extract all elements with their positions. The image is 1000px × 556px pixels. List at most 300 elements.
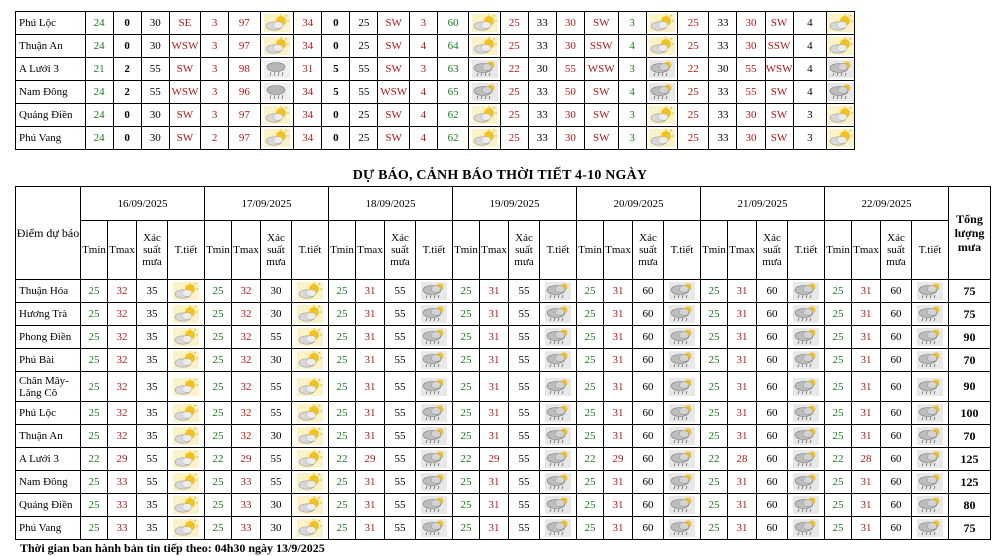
upper-cell: 62 [437, 127, 468, 150]
tmax-cell: 33 [232, 517, 261, 540]
rain-chance-cell: 55 [385, 349, 416, 372]
rain-chance-cell: 55 [509, 448, 540, 471]
upper-cell: 24 [85, 81, 113, 104]
tmax-cell: 31 [604, 517, 633, 540]
cloud-rain-icon [912, 471, 949, 494]
upper-cell: SW [378, 12, 409, 35]
rain-chance-cell: 55 [385, 326, 416, 349]
tmax-cell: 31 [604, 372, 633, 402]
upper-cell: 63 [437, 58, 468, 81]
sun-cloud-icon [168, 494, 205, 517]
upper-cell: 4 [793, 12, 827, 35]
tmax-cell: 31 [480, 517, 509, 540]
upper-cell: 60 [437, 12, 468, 35]
upper-table-row [16, 127, 887, 150]
tmax-cell: 31 [728, 494, 757, 517]
tmax-cell: 33 [232, 471, 261, 494]
header-tmax: Tmax [232, 221, 261, 280]
weather-icon [827, 81, 855, 104]
total-rain-cell: 70 [949, 425, 991, 448]
rain-chance-cell: 60 [757, 326, 788, 349]
weather-icon [827, 58, 855, 81]
upper-cell: 4 [793, 81, 827, 104]
upper-table-row [16, 35, 887, 58]
tmax-cell: 31 [728, 471, 757, 494]
rain-chance-cell: 60 [881, 349, 912, 372]
upper-cell: 25 [500, 12, 528, 35]
cloud-rain-icon [788, 425, 825, 448]
tmax-cell: 31 [728, 425, 757, 448]
upper-cell: SSW [584, 35, 618, 58]
tmax-cell: 31 [604, 494, 633, 517]
rain-chance-cell: 60 [757, 494, 788, 517]
sun-cloud-icon [292, 303, 329, 326]
tmax-cell: 31 [728, 372, 757, 402]
upper-cell: SW [584, 127, 618, 150]
upper-cell: 0 [322, 35, 350, 58]
cloud-rain-icon [788, 494, 825, 517]
cloud-rain-icon [664, 372, 701, 402]
header-wx: T.tiết [912, 221, 949, 280]
tmin-cell: 25 [577, 494, 604, 517]
upper-cell: 55 [556, 58, 584, 81]
upper-cell: SW [765, 127, 793, 150]
forecast-table-upper [15, 11, 887, 150]
rain-chance-cell: 60 [757, 448, 788, 471]
tmax-cell: 31 [480, 303, 509, 326]
upper-cell: 97 [229, 35, 260, 58]
header-tmax: Tmax [604, 221, 633, 280]
rain-chance-cell: 55 [509, 425, 540, 448]
upper-cell: SW [765, 12, 793, 35]
header-tmin: Tmin [329, 221, 356, 280]
tmax-cell: 31 [728, 303, 757, 326]
upper-cell: 4 [409, 127, 437, 150]
total-rain-cell: 125 [949, 448, 991, 471]
tmax-cell: 32 [108, 402, 137, 425]
upper-cell: 3 [618, 104, 646, 127]
tmax-cell: 31 [356, 303, 385, 326]
tmax-cell: 31 [356, 402, 385, 425]
rain-chance-cell: 30 [261, 425, 292, 448]
tmax-cell: 31 [604, 303, 633, 326]
weather-icon [260, 58, 294, 81]
header-date: 20/09/2025 [577, 187, 701, 221]
tmax-cell: 32 [108, 372, 137, 402]
rain-chance-cell: 55 [261, 402, 292, 425]
tmin-cell: 25 [825, 372, 852, 402]
upper-cell: SW [765, 81, 793, 104]
tmax-cell: 31 [604, 280, 633, 303]
tmax-cell: 33 [232, 494, 261, 517]
upper-cell: 24 [85, 127, 113, 150]
sun-cloud-icon [292, 280, 329, 303]
forecast-row [16, 494, 991, 517]
tmin-cell: 25 [453, 494, 480, 517]
cloud-rain-icon [788, 402, 825, 425]
cloud-rain-icon [540, 517, 577, 540]
upper-cell: 30 [556, 35, 584, 58]
tmin-cell: 25 [205, 517, 232, 540]
tmin-cell: 25 [329, 326, 356, 349]
upper-cell: WSW [169, 35, 200, 58]
cloud-rain-icon [664, 349, 701, 372]
total-rain-cell: 125 [949, 471, 991, 494]
cloud-rain-icon [788, 326, 825, 349]
tmax-cell: 32 [108, 425, 137, 448]
tmax-cell: 32 [232, 425, 261, 448]
station-name: Thuận An [16, 425, 81, 448]
tmin-cell: 25 [81, 494, 108, 517]
rain-chance-cell: 60 [757, 280, 788, 303]
cloud-rain-icon [912, 494, 949, 517]
station-name: Hương Trà [16, 303, 81, 326]
upper-cell: 2 [201, 127, 229, 150]
upper-cell: 30 [737, 12, 765, 35]
rain-chance-cell: 60 [881, 517, 912, 540]
cloud-rain-icon [912, 349, 949, 372]
upper-cell: 55 [737, 58, 765, 81]
header-date: 19/09/2025 [453, 187, 577, 221]
upper-cell: 34 [294, 81, 322, 104]
tmin-cell: 25 [81, 349, 108, 372]
rain-chance-cell: 60 [633, 425, 664, 448]
rain-chance-cell: 60 [881, 448, 912, 471]
cloud-rain-icon [664, 448, 701, 471]
upper-cell: 55 [350, 81, 378, 104]
tmin-cell: 25 [205, 471, 232, 494]
rain-chance-cell: 35 [137, 425, 168, 448]
forecast-row [16, 517, 991, 540]
tmax-cell: 29 [604, 448, 633, 471]
header-date: 22/09/2025 [825, 187, 949, 221]
upper-table-row [16, 58, 887, 81]
upper-cell: 30 [141, 12, 169, 35]
tmax-cell: 31 [604, 326, 633, 349]
cloud-rain-icon [416, 326, 453, 349]
upper-cell: 2 [113, 81, 141, 104]
footer-note: Thời gian ban hành bản tin tiếp theo: 04h30 ngày 13/9/2025 [20, 541, 325, 555]
header-tmax: Tmax [852, 221, 881, 280]
tmin-cell: 25 [81, 303, 108, 326]
tmin-cell: 25 [453, 517, 480, 540]
header-tmin: Tmin [81, 221, 108, 280]
station-name: Nam Đông [16, 81, 86, 104]
tmax-cell: 32 [232, 372, 261, 402]
weather-icon [827, 35, 855, 58]
upper-cell: 21 [85, 58, 113, 81]
tmin-cell: 25 [701, 517, 728, 540]
header-date: 18/09/2025 [329, 187, 453, 221]
upper-cell: 50 [556, 81, 584, 104]
tmax-cell: 31 [852, 425, 881, 448]
cloud-rain-icon [416, 280, 453, 303]
cloud-rain-icon [416, 372, 453, 402]
tmin-cell: 25 [205, 349, 232, 372]
weather-icon [260, 81, 294, 104]
weather-icon [469, 12, 500, 35]
rain-chance-cell: 55 [509, 372, 540, 402]
upper-cell: 2 [113, 58, 141, 81]
tmax-cell: 31 [728, 326, 757, 349]
tmax-cell: 32 [232, 349, 261, 372]
tmin-cell: 25 [701, 402, 728, 425]
tmax-cell: 33 [108, 494, 137, 517]
sun-cloud-icon [168, 303, 205, 326]
rain-chance-cell: 30 [261, 349, 292, 372]
header-tmin: Tmin [205, 221, 232, 280]
sun-cloud-icon [292, 517, 329, 540]
rain-chance-cell: 35 [137, 280, 168, 303]
upper-cell: 3 [201, 12, 229, 35]
rain-chance-cell: 60 [881, 326, 912, 349]
header-rain: Xác suất mưa [881, 221, 912, 280]
upper-cell: 30 [737, 127, 765, 150]
station-name: Phong Điền [16, 326, 81, 349]
upper-cell: 33 [709, 12, 737, 35]
station-name: Thuận Hóa [16, 280, 81, 303]
forecast-row [16, 326, 991, 349]
cloud-rain-icon [540, 372, 577, 402]
upper-cell: WSW [378, 81, 409, 104]
station-name: Phú Lộc [16, 402, 81, 425]
upper-cell: 25 [500, 104, 528, 127]
sun-cloud-icon [292, 326, 329, 349]
rain-chance-cell: 60 [757, 425, 788, 448]
header-wx: T.tiết [416, 221, 453, 280]
upper-cell: 24 [85, 12, 113, 35]
cloud-rain-icon [664, 471, 701, 494]
rain-chance-cell: 55 [261, 471, 292, 494]
tmin-cell: 25 [701, 494, 728, 517]
tmax-cell: 31 [480, 349, 509, 372]
weather-icon [646, 104, 677, 127]
tmax-cell: 31 [604, 471, 633, 494]
tmin-cell: 25 [453, 425, 480, 448]
upper-table-row [16, 12, 887, 35]
sun-cloud-icon [168, 448, 205, 471]
tmin-cell: 25 [329, 402, 356, 425]
tmin-cell: 22 [825, 448, 852, 471]
upper-cell: 25 [350, 104, 378, 127]
upper-cell: 4 [793, 35, 827, 58]
tmax-cell: 31 [852, 280, 881, 303]
cloud-rain-icon [416, 303, 453, 326]
sun-cloud-icon [168, 517, 205, 540]
upper-cell: 25 [500, 81, 528, 104]
tmin-cell: 25 [329, 303, 356, 326]
upper-cell: 3 [201, 104, 229, 127]
tmax-cell: 31 [728, 349, 757, 372]
tmax-cell: 31 [356, 517, 385, 540]
tmin-cell: 25 [577, 303, 604, 326]
tmax-cell: 29 [480, 448, 509, 471]
cloud-rain-icon [912, 517, 949, 540]
weather-icon [260, 104, 294, 127]
tmin-cell: 25 [453, 402, 480, 425]
tmin-cell: 25 [453, 471, 480, 494]
upper-cell: 33 [528, 12, 556, 35]
sun-cloud-icon [168, 326, 205, 349]
upper-cell: 3 [618, 127, 646, 150]
weather-icon [260, 12, 294, 35]
tmin-cell: 25 [329, 349, 356, 372]
total-rain-cell: 90 [949, 372, 991, 402]
tmin-cell: 25 [701, 280, 728, 303]
header-tmax: Tmax [728, 221, 757, 280]
tmax-cell: 33 [108, 517, 137, 540]
upper-cell: 97 [229, 104, 260, 127]
tmin-cell: 25 [329, 494, 356, 517]
rain-chance-cell: 55 [385, 372, 416, 402]
upper-cell: SW [584, 12, 618, 35]
tmax-cell: 29 [232, 448, 261, 471]
upper-cell: 3 [618, 58, 646, 81]
tmin-cell: 25 [577, 425, 604, 448]
cloud-rain-icon [540, 425, 577, 448]
tmin-cell: 25 [329, 280, 356, 303]
rain-chance-cell: 30 [261, 280, 292, 303]
header-rain: Xác suất mưa [509, 221, 540, 280]
upper-cell: 62 [437, 104, 468, 127]
tmin-cell: 25 [453, 326, 480, 349]
upper-cell: 3 [618, 12, 646, 35]
upper-cell: 0 [113, 12, 141, 35]
tmax-cell: 31 [356, 280, 385, 303]
tmin-cell: 25 [81, 372, 108, 402]
upper-cell: 30 [737, 35, 765, 58]
tmin-cell: 25 [453, 303, 480, 326]
cloud-rain-icon [912, 372, 949, 402]
rain-chance-cell: 35 [137, 372, 168, 402]
cloud-rain-icon [664, 494, 701, 517]
cloud-rain-icon [540, 280, 577, 303]
upper-cell: 33 [709, 127, 737, 150]
upper-cell: 4 [618, 35, 646, 58]
upper-cell: 0 [113, 104, 141, 127]
upper-cell: 4 [409, 35, 437, 58]
tmin-cell: 22 [453, 448, 480, 471]
upper-cell: SW [584, 81, 618, 104]
upper-cell: WSW [765, 58, 793, 81]
rain-chance-cell: 60 [633, 402, 664, 425]
tmin-cell: 25 [81, 517, 108, 540]
sun-cloud-icon [168, 425, 205, 448]
rain-chance-cell: 55 [509, 349, 540, 372]
tmin-cell: 25 [205, 280, 232, 303]
upper-cell: 0 [322, 12, 350, 35]
header-tmin: Tmin [825, 221, 852, 280]
tmin-cell: 25 [577, 349, 604, 372]
tmax-cell: 31 [852, 494, 881, 517]
header-rain: Xác suất mưa [385, 221, 416, 280]
cloud-rain-icon [540, 494, 577, 517]
tmin-cell: 25 [825, 471, 852, 494]
rain-chance-cell: 60 [633, 372, 664, 402]
upper-cell: 25 [678, 12, 709, 35]
cloud-rain-icon [416, 517, 453, 540]
rain-chance-cell: 60 [757, 517, 788, 540]
tmin-cell: 25 [205, 303, 232, 326]
weather-icon [469, 81, 500, 104]
rain-chance-cell: 55 [385, 303, 416, 326]
weather-icon [646, 58, 677, 81]
tmin-cell: 25 [701, 326, 728, 349]
cloud-rain-icon [416, 471, 453, 494]
cloud-rain-icon [416, 494, 453, 517]
header-date: 16/09/2025 [81, 187, 205, 221]
cloud-rain-icon [664, 303, 701, 326]
rain-chance-cell: 60 [633, 349, 664, 372]
sun-cloud-icon [292, 448, 329, 471]
tmin-cell: 25 [81, 326, 108, 349]
tmax-cell: 31 [480, 402, 509, 425]
header-date: 21/09/2025 [701, 187, 825, 221]
upper-cell: 25 [500, 35, 528, 58]
upper-cell: 33 [528, 104, 556, 127]
upper-cell: 65 [437, 81, 468, 104]
cloud-rain-icon [788, 517, 825, 540]
rain-chance-cell: 60 [757, 372, 788, 402]
cloud-rain-icon [416, 448, 453, 471]
tmax-cell: 31 [852, 471, 881, 494]
upper-cell: 30 [141, 35, 169, 58]
header-place: Điểm dự báo [16, 187, 81, 280]
upper-cell: 97 [229, 12, 260, 35]
rain-chance-cell: 60 [757, 402, 788, 425]
tmax-cell: 31 [604, 349, 633, 372]
cloud-rain-icon [912, 425, 949, 448]
station-name: Quảng Điền [16, 494, 81, 517]
rain-chance-cell: 35 [137, 402, 168, 425]
forecast-row [16, 372, 991, 402]
upper-cell: 96 [229, 81, 260, 104]
cloud-rain-icon [416, 425, 453, 448]
tmax-cell: 31 [480, 326, 509, 349]
upper-cell: 30 [141, 127, 169, 150]
tmin-cell: 25 [825, 303, 852, 326]
total-rain-cell: 75 [949, 303, 991, 326]
rain-chance-cell: 55 [509, 517, 540, 540]
upper-cell: 34 [294, 127, 322, 150]
tmax-cell: 31 [728, 517, 757, 540]
upper-cell: SSW [765, 35, 793, 58]
tmax-cell: 31 [852, 349, 881, 372]
header-rain: Xác suất mưa [633, 221, 664, 280]
cloud-rain-icon [540, 303, 577, 326]
rain-chance-cell: 60 [633, 326, 664, 349]
rain-chance-cell: 55 [385, 280, 416, 303]
header-wx: T.tiết [664, 221, 701, 280]
header-row-fields [16, 221, 991, 280]
upper-cell: 22 [500, 58, 528, 81]
tmax-cell: 31 [604, 402, 633, 425]
upper-cell: 22 [678, 58, 709, 81]
rain-chance-cell: 35 [137, 517, 168, 540]
rain-chance-cell: 60 [881, 425, 912, 448]
cloud-rain-icon [540, 471, 577, 494]
station-name: Thuận An [16, 35, 86, 58]
station-name: Nam Đông [16, 471, 81, 494]
rain-chance-cell: 60 [633, 494, 664, 517]
rain-chance-cell: 55 [509, 494, 540, 517]
tmax-cell: 31 [852, 517, 881, 540]
tmax-cell: 32 [108, 349, 137, 372]
rain-chance-cell: 60 [633, 280, 664, 303]
rain-chance-cell: 35 [137, 326, 168, 349]
header-tmax: Tmax [356, 221, 385, 280]
tmax-cell: 33 [108, 471, 137, 494]
